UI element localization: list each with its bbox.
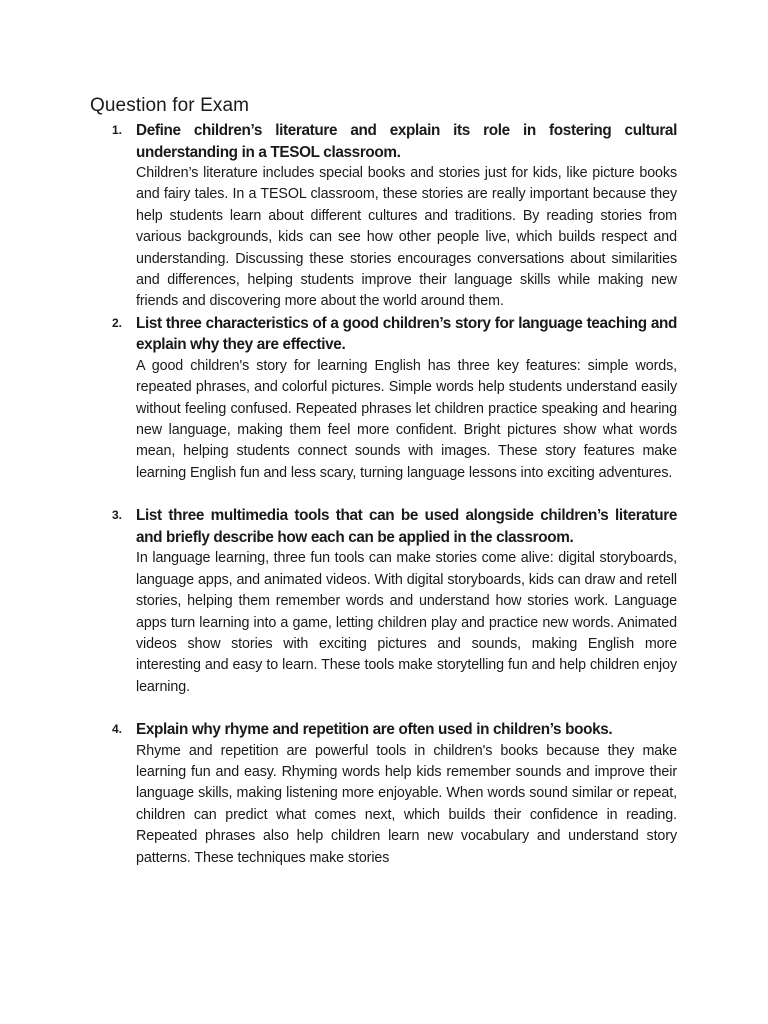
question-number: 4. [112,722,123,737]
answer-text: Rhyme and repetition are powerful tools in children's books because they make learning fun and easy. Rhyming words help kids remember sounds and improve their language skills, making listening more enjoyable. When words sound similar or repeat, children can predict what comes next, which builds their confidence in reading. Repeated phrases also help children learn new vocabulary and understand story patterns. These techniques make stories [136,742,677,866]
question-item-2 [112,313,677,484]
question-text: Explain why rhyme and repetition are often used in children’s books. [136,721,613,739]
question-number: 1. [112,123,123,137]
question-number: 2. [112,315,123,330]
question-list [112,120,677,869]
page-title: Question for Exam [90,95,250,116]
question-text: List three characteristics of a good children’s story for language teaching and explain why they are effective. [136,314,677,354]
question-text: List three multimedia tools that can be used alongside children’s literature and briefly describe how each can be applied in the classroom. [136,507,677,546]
answer-text: A good children's story for learning English has three key features: simple words, repeated phrases, and colorful pictures. Simple words help students understand easily without feeling confused. Repeated phrases let children practice speaking and hearing new language, making them feel more confident. Bright pictures show what words mean, helping students connect sounds with images. These story features make learning English fun and less scary, turning language lessons into exciting adventures. [136,357,677,481]
answer-text: Children’s literature includes special books and stories just for kids, like picture books and fairy tales. In a TESOL classroom, these stories are really important because they help students learn about different cultures and traditions. By reading stories from various backgrounds, kids can see how other people live, which builds respect and understanding. Discussing these stories encourages conversations about similarities and differences, helping students improve their language skills while making new friends and discovering more about the world around them. [136,165,677,310]
question-text: Define children’s literature and explain its role in fostering cultural understanding in a TESOL classroom. [136,122,677,161]
question-item-3 [112,505,677,698]
answer-text: In language learning, three fun tools can make stories come alive: digital storyboards, language apps, and animated videos. With digital storyboards, kids can draw and retell stories, helping them remember words and understand how stories work. Language apps turn learning into a game, letting children play and practice new words. Animated videos show stories with exciting pictures and sounds, making English more interesting and easy to learn. These tools make storytelling fun and help children enjoy learning. [136,550,677,695]
question-item-4 [112,719,677,869]
question-item-1 [112,120,677,313]
question-number: 3. [112,508,123,523]
